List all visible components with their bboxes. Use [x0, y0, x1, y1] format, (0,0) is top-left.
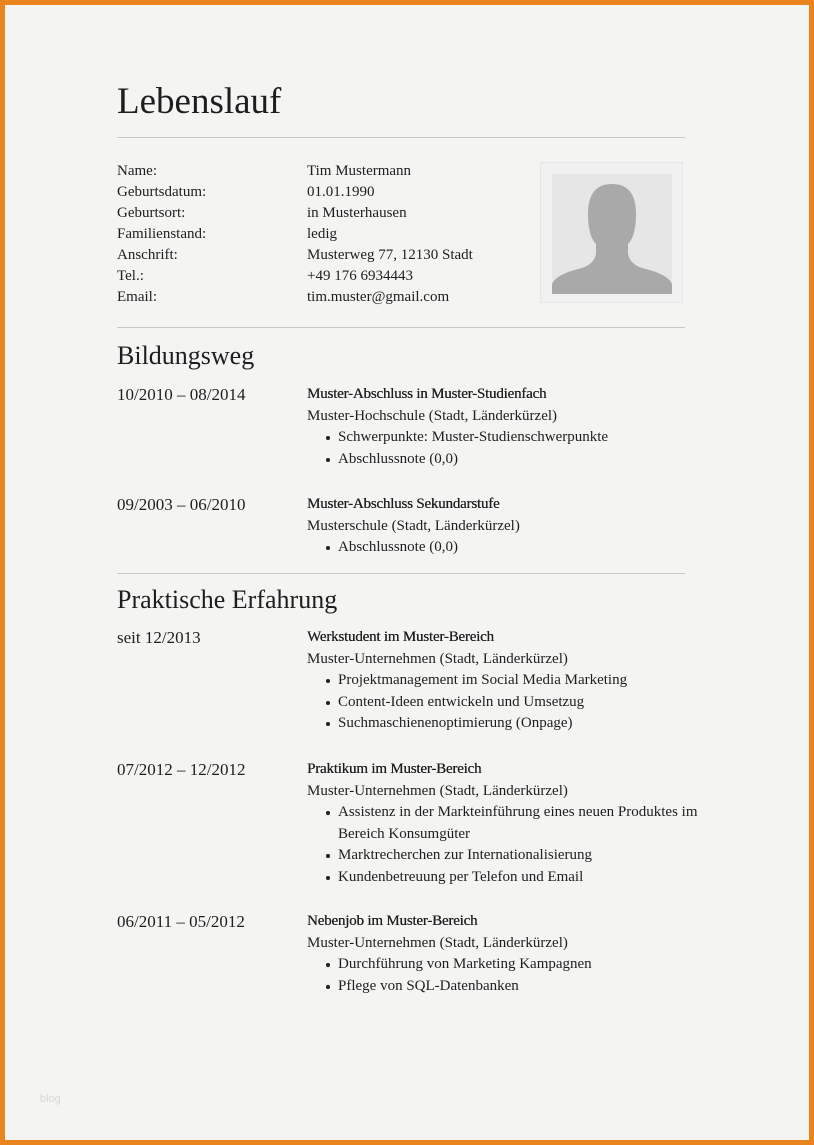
info-row	[117, 287, 473, 308]
list-item: Assistenz in der Markteinführung eines neuen Produktes im Bereich Konsumgüter	[338, 802, 698, 845]
info-label: Geburtsdatum:	[117, 184, 207, 200]
info-row	[117, 266, 473, 287]
list-item: Abschlussnote (0,0)	[338, 449, 697, 471]
personal-info	[117, 161, 473, 308]
info-row	[117, 161, 473, 182]
info-value: ledig	[307, 226, 337, 242]
info-label: Anschrift:	[117, 247, 178, 263]
list-item: Projektmanagement im Social Media Marketing	[338, 670, 697, 692]
info-row	[117, 203, 473, 224]
experience-entry	[117, 627, 697, 735]
entry-date: 09/2003 – 06/2010	[117, 495, 246, 514]
info-label: Name:	[117, 163, 157, 179]
list-item: Marktrecherchen zur Internationalisierung	[338, 845, 698, 867]
info-label: Geburtsort:	[117, 205, 186, 221]
info-row	[117, 224, 473, 245]
info-label: Email:	[117, 289, 157, 305]
info-value: Musterweg 77, 12130 Stadt	[307, 247, 473, 263]
list-item: Schwerpunkte: Muster-Studienschwerpunkte	[338, 427, 697, 449]
info-value: +49 176 6934443	[307, 268, 413, 284]
entry-organization: Muster-Hochschule (Stadt, Länderkürzel)	[307, 407, 558, 424]
profile-photo	[540, 162, 683, 303]
entry-title: Muster-Abschluss Sekundarstufe	[307, 496, 500, 512]
entry-title: Praktikum im Muster-Bereich	[307, 761, 482, 777]
entry-organization: Muster-Unternehmen (Stadt, Länderkürzel)	[307, 650, 568, 667]
divider	[117, 137, 685, 138]
section-heading-education: Bildungsweg	[117, 341, 255, 370]
entry-organization: Muster-Unternehmen (Stadt, Länderkürzel)	[307, 782, 568, 799]
list-item: Suchmaschienenoptimierung (Onpage)	[338, 713, 697, 735]
list-item: Abschlussnote (0,0)	[338, 537, 697, 559]
list-item: Content-Ideen entwickeln und Umsetzug	[338, 692, 697, 714]
info-label: Tel.:	[117, 268, 144, 284]
divider	[117, 327, 685, 328]
education-entry	[117, 384, 697, 470]
entry-date: 07/2012 – 12/2012	[117, 760, 246, 779]
page-title: Lebenslauf	[117, 81, 282, 122]
experience-entry	[117, 759, 697, 888]
info-value: tim.muster@gmail.com	[307, 289, 450, 305]
entry-date: 10/2010 – 08/2014	[117, 385, 246, 404]
list-item: Kundenbetreuung per Telefon und Email	[338, 867, 698, 889]
list-item: Pflege von SQL-Datenbanken	[338, 976, 697, 998]
avatar-placeholder-icon	[552, 174, 672, 294]
info-value: 01.01.1990	[307, 184, 375, 200]
entry-title: Werkstudent im Muster-Bereich	[307, 629, 494, 645]
info-row	[117, 245, 473, 266]
entry-title: Muster-Abschluss in Muster-Studienfach	[307, 386, 547, 402]
education-entry	[117, 494, 697, 559]
info-label: Familienstand:	[117, 226, 207, 242]
watermark: blog	[40, 1093, 61, 1105]
entry-organization: Muster-Unternehmen (Stadt, Länderkürzel)	[307, 934, 568, 951]
info-row	[117, 182, 473, 203]
info-value: in Musterhausen	[307, 205, 407, 221]
entry-title: Nebenjob im Muster-Bereich	[307, 913, 478, 929]
experience-entry	[117, 911, 697, 997]
info-value: Tim Mustermann	[307, 163, 412, 179]
list-item: Durchführung von Marketing Kampagnen	[338, 954, 697, 976]
divider	[117, 573, 685, 574]
entry-date: 06/2011 – 05/2012	[117, 912, 245, 931]
entry-organization: Musterschule (Stadt, Länderkürzel)	[307, 517, 520, 534]
entry-date: seit 12/2013	[117, 628, 201, 647]
section-heading-experience: Praktische Erfahrung	[117, 585, 338, 614]
